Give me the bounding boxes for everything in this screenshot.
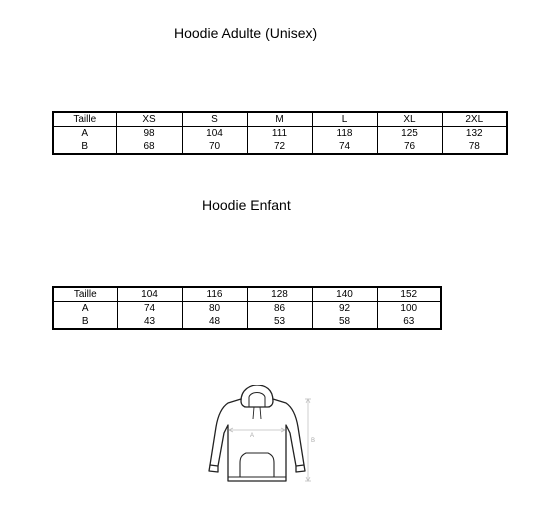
hoodie-outline xyxy=(209,385,305,481)
child-size-table xyxy=(52,286,442,330)
table-cell: A xyxy=(81,128,89,139)
table-cell: 70 xyxy=(182,140,247,154)
measurement-b-label: B xyxy=(311,438,316,444)
table-cell: 53 xyxy=(247,315,312,329)
header-cell: XS xyxy=(116,112,182,127)
table-cell: 98 xyxy=(116,127,182,141)
header-cell: L xyxy=(312,112,377,127)
header-cell: 152 xyxy=(377,287,441,302)
table-cell: 104 xyxy=(182,127,247,141)
table-cell: 100 xyxy=(377,302,441,316)
table-cell: 43 xyxy=(117,315,182,329)
table-cell: 74 xyxy=(312,140,377,154)
hoodie-measurement-diagram xyxy=(208,385,328,485)
table-row xyxy=(53,140,507,154)
table-header-row xyxy=(53,112,507,127)
table-cell: B xyxy=(81,316,89,327)
measurement-a-arrow xyxy=(229,428,285,432)
table-cell: B xyxy=(81,141,89,152)
table-row xyxy=(53,127,507,141)
header-cell: Taille xyxy=(53,112,116,127)
table-row xyxy=(53,315,441,329)
header-cell: 104 xyxy=(117,287,182,302)
measurement-a-label: A xyxy=(250,433,255,439)
child-size-title: Hoodie Enfant xyxy=(202,197,291,213)
header-cell: Taille xyxy=(53,287,117,302)
table-cell: 58 xyxy=(312,315,377,329)
header-cell: XL xyxy=(377,112,442,127)
header-cell: 116 xyxy=(182,287,247,302)
table-cell: 92 xyxy=(312,302,377,316)
table-cell: A xyxy=(81,303,89,314)
header-cell: S xyxy=(182,112,247,127)
header-cell: 2XL xyxy=(442,112,507,127)
table-cell: 132 xyxy=(442,127,507,141)
table-cell: 48 xyxy=(182,315,247,329)
table-row xyxy=(53,302,441,316)
table-cell: 118 xyxy=(312,127,377,141)
table-cell: 72 xyxy=(247,140,312,154)
table-cell: 76 xyxy=(377,140,442,154)
header-cell: 140 xyxy=(312,287,377,302)
table-cell: 74 xyxy=(117,302,182,316)
table-cell: 86 xyxy=(247,302,312,316)
header-cell: M xyxy=(247,112,312,127)
table-cell: 125 xyxy=(377,127,442,141)
adult-size-table xyxy=(52,111,508,155)
table-cell: 78 xyxy=(442,140,507,154)
adult-size-title: Hoodie Adulte (Unisex) xyxy=(174,25,318,41)
table-header-row xyxy=(53,287,441,302)
table-cell: 111 xyxy=(247,127,312,141)
table-cell: 68 xyxy=(116,140,182,154)
drawstrings xyxy=(253,407,261,419)
table-cell: 80 xyxy=(182,302,247,316)
table-cell: 63 xyxy=(377,315,441,329)
header-cell: 128 xyxy=(247,287,312,302)
